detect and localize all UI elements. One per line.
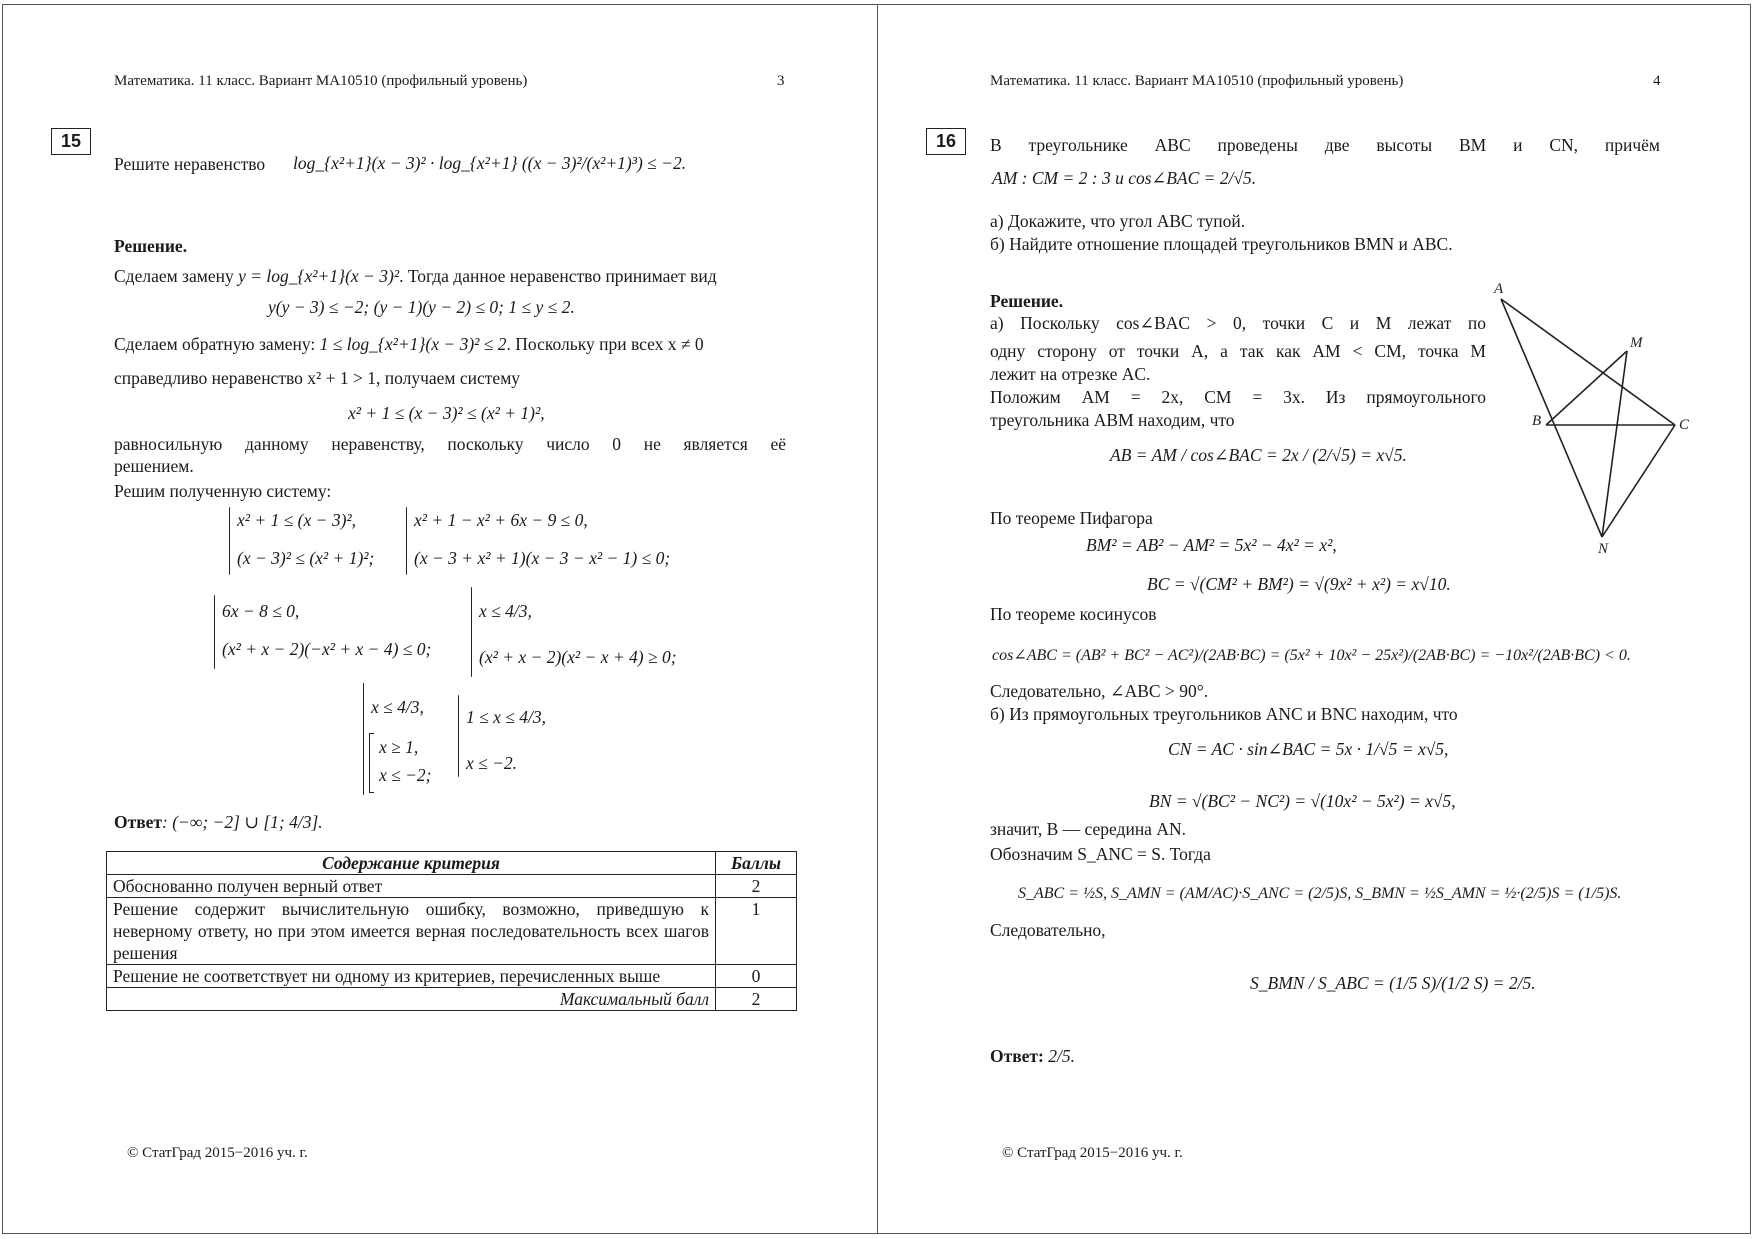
table-row: Обоснованно получен верный ответ 2 (107, 875, 797, 898)
formula-bn: BN = √(BC² − NC²) = √(10x² − 5x²) = x√5, (1149, 791, 1456, 811)
segment-BM (1546, 351, 1627, 425)
system4-line-a: x ≤ 4/3, (479, 601, 532, 621)
solution-line9: б) Из прямоугольных треугольников ANC и BNC находим, что (990, 704, 1458, 724)
solution-line10: значит, B — середина AN. (990, 819, 1186, 839)
vertex-label-N: N (1598, 541, 1609, 555)
solution-line12: Следовательно, (990, 920, 1106, 940)
segment-CN (1602, 425, 1675, 537)
solution-line4: Положим AM = 2x, CM = 3x. Из прямоугольного (990, 387, 1486, 407)
solution-line7: решением. (114, 456, 194, 476)
system5-line-c: x ≤ −2; (379, 765, 432, 785)
answer-value: : (−∞; −2] ∪ [1; 4/3]. (162, 812, 323, 832)
solution-line6: равносильную данному неравенству, поскольку число 0 не является её (114, 434, 786, 454)
system1-line-a: x² + 1 ≤ (x − 3)², (237, 510, 357, 530)
formula-bc: BC = √(CM² + BM²) = √(9x² + x²) = x√10. (1147, 574, 1451, 594)
solution-line5: x² + 1 ≤ (x − 3)² ≤ (x² + 1)², (348, 403, 545, 423)
solution-line11: Обозначим S_ANC = S. Тогда (990, 844, 1211, 864)
solution-line1: а) Поскольку cos∠BAC > 0, точки C и M лежат по (990, 313, 1486, 333)
page-number: 4 (1653, 73, 1661, 89)
task-number-16: 16 (926, 128, 966, 155)
formula-ab: AB = AM / cos∠BAC = 2x / (2/√5) = x√5. (1110, 445, 1407, 465)
criteria-table (106, 851, 797, 1011)
answer-label: Ответ (114, 812, 163, 832)
system6-line-a: 1 ≤ x ≤ 4/3, (466, 707, 546, 727)
problem-line1: В треугольнике ABC проведены две высоты BM и CN, причём (990, 135, 1660, 155)
solution-line8: Следовательно, ∠ABC > 90°. (990, 681, 1209, 701)
solution-line2: одну сторону от точки A, а так как AM < CM, точка M (990, 341, 1486, 361)
solution-heading: Решение. (990, 291, 1064, 311)
solution-line2: y(y − 3) ≤ −2; (y − 1)(y − 2) ≤ 0; 1 ≤ y ≤ 2. (268, 297, 575, 317)
formula-bm: BM² = AB² − AM² = 5x² − 4x² = x², (1086, 535, 1337, 555)
page-3 (2, 4, 877, 1234)
answer-label: Ответ: (990, 1046, 1044, 1066)
table-row: Решение не соответствует ни одному из критериев, перечисленных выше 0 (107, 965, 797, 988)
answer-line (114, 811, 323, 834)
problem-part-a: а) Докажите, что угол ABC тупой. (990, 211, 1246, 231)
problem-line2: AM : CM = 2 : 3 и cos∠BAC = 2/√5. (992, 168, 1257, 188)
page-4 (877, 4, 1751, 1234)
system1-line-b: (x − 3)² ≤ (x² + 1)²; (237, 548, 375, 568)
table-row-max: Максимальный балл 2 (107, 988, 797, 1011)
table-header-points: Баллы (716, 852, 797, 875)
vertex-label-C: C (1679, 417, 1690, 433)
solution-line3: лежит на отрезке AC. (990, 364, 1151, 384)
vertex-label-B: B (1532, 413, 1542, 429)
system6-line-b: x ≤ −2. (466, 753, 518, 773)
system-brace (458, 695, 459, 777)
system2-line-a: x² + 1 − x² + 6x − 9 ≤ 0, (414, 510, 588, 530)
formula-ratio: S_BMN / S_ABC = (1/5 S)/(1/2 S) = 2/5. (1250, 973, 1536, 993)
formula-areas: S_ABC = ½S, S_AMN = (AM/AC)·S_ANC = (2/5)S, S_BMN = ½S_AMN = ½·(2/5)S = (1/5)S. (1018, 885, 1622, 902)
system4-line-b: (x² + x − 2)(x² − x + 4) ≥ 0; (479, 647, 677, 667)
answer-value: 2/5. (1048, 1046, 1075, 1066)
solution-line6: По теореме Пифагора (990, 508, 1153, 528)
problem-prefix: Решите неравенство (114, 154, 266, 174)
solution-line5: треугольника ABM находим, что (990, 410, 1235, 430)
formula-cos-abc: cos∠ABC = (AB² + BC² − AC²)/(2AB·BC) = (5x² + 10x² − 25x²)/(2AB·BC) = −10x²/(2AB·BC) < 0. (992, 647, 1631, 664)
system2-line-b: (x − 3 + x² + 1)(x − 3 − x² − 1) ≤ 0; (414, 548, 671, 568)
vertex-label-M: M (1630, 335, 1643, 351)
union-bracket (369, 733, 374, 793)
task-number-15: 15 (51, 128, 91, 155)
page-header-title: Математика. 11 класс. Вариант МА10510 (профильный уровень) (114, 73, 528, 89)
system-brace (363, 683, 364, 795)
system-brace (214, 595, 215, 669)
problem-inequality: log_{x²+1}(x − 3)² · log_{x²+1} ((x − 3)²/(x²+1)³) ≤ −2. (293, 153, 687, 173)
solution-line3: Сделаем обратную замену: 1 ≤ log_{x²+1}(x − 3)² ≤ 2. Поскольку при всех x ≠ 0 (114, 334, 704, 354)
answer-line (990, 1045, 1075, 1068)
problem-part-b: б) Найдите отношение площадей треугольников BMN и ABC. (990, 234, 1453, 254)
system5-line-b: x ≥ 1, (379, 737, 419, 757)
solution-line1: Сделаем замену y = log_{x²+1}(x − 3)². Тогда данное неравенство принимает вид (114, 266, 717, 286)
page-header-title: Математика. 11 класс. Вариант МА10510 (профильный уровень) (990, 73, 1404, 89)
page-number: 3 (777, 73, 785, 89)
solution-heading: Решение. (114, 236, 188, 256)
table-header-criteria: Содержание критерия (107, 852, 716, 875)
table-row: Решение содержит вычислительную ошибку, возможно, приведшую к неверному ответу, но при этом имеется верная последовательность всех шагов решения 1 (107, 898, 797, 965)
system-brace (471, 587, 472, 677)
triangle-figure (1490, 275, 1690, 555)
system3-line-a: 6x − 8 ≤ 0, (222, 601, 300, 621)
vertex-label-A: A (1494, 281, 1504, 297)
solution-line8: Решим полученную систему: (114, 481, 332, 501)
system3-line-b: (x² + x − 2)(−x² + x − 4) ≤ 0; (222, 639, 432, 659)
system-brace (406, 507, 407, 575)
page-footer: © СтатГрад 2015−2016 уч. г. (1002, 1145, 1183, 1161)
formula-cn: CN = AC · sin∠BAC = 5x · 1/√5 = x√5, (1168, 739, 1449, 759)
system5-line-a: x ≤ 4/3, (371, 697, 424, 717)
page-footer: © СтатГрад 2015−2016 уч. г. (127, 1145, 308, 1161)
system-brace (229, 507, 230, 575)
solution-line7: По теореме косинусов (990, 604, 1157, 624)
segment-MN (1602, 351, 1627, 537)
solution-line4: справедливо неравенство x² + 1 > 1, получаем систему (114, 368, 521, 388)
